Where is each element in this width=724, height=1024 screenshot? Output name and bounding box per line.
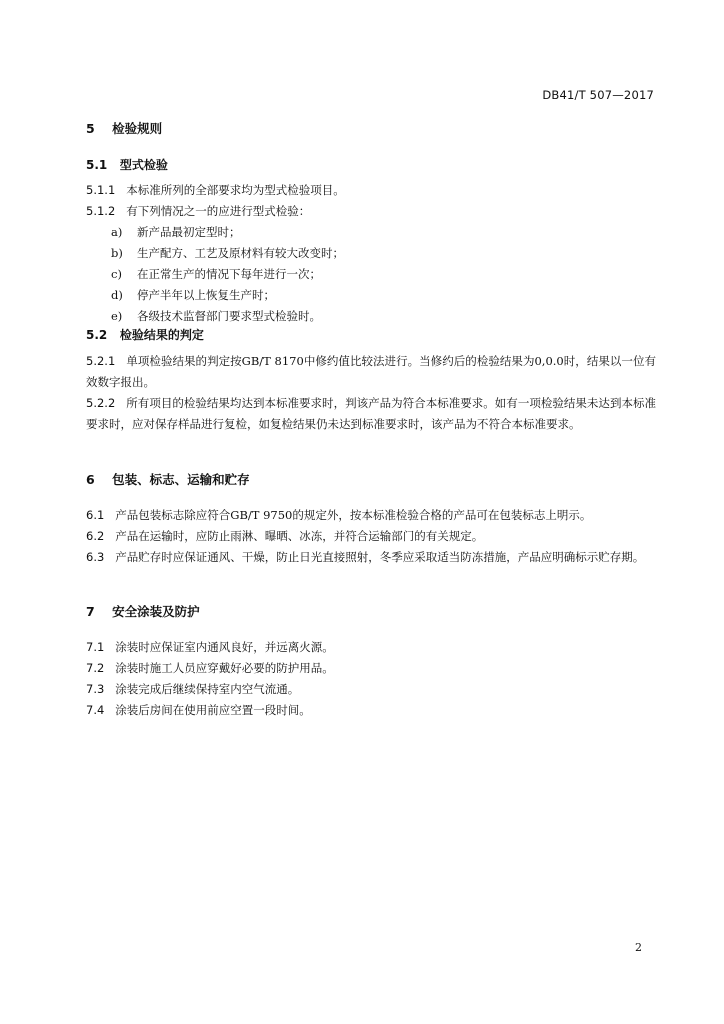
section-title: 检验规则 <box>112 121 163 136</box>
section-number: 5.2 <box>86 328 108 342</box>
list-text: 新产品最初定型时； <box>137 225 241 239</box>
clause-text: 有下列情况之一的应进行型式检验： <box>126 204 311 218</box>
section-5-2-heading <box>86 326 204 343</box>
clause-text: 单项检验结果的判定按GB/T 8170中修约值比较法进行。当修约后的检验结果为0,0.0时，结果以一位有效数字报出。 <box>86 354 656 389</box>
clause-7-4 <box>86 700 656 721</box>
list-item <box>111 224 241 240</box>
section-5-heading <box>86 119 162 137</box>
list-marker: b) <box>111 246 123 260</box>
list-text: 生产配方、工艺及原材料有较大改变时； <box>137 246 344 260</box>
section-number: 5 <box>86 121 95 136</box>
clause-number: 5.1.1 <box>86 183 116 197</box>
clause-number: 5.2.2 <box>86 396 116 410</box>
doc-code-header: DB41/T 507—2017 <box>542 88 654 102</box>
section-number: 7 <box>86 604 95 619</box>
section-title: 安全涂装及防护 <box>112 604 200 619</box>
clause-number: 6.3 <box>86 550 105 564</box>
clause-number: 7.2 <box>86 661 105 675</box>
clause-6-1 <box>86 505 656 526</box>
clause-number: 7.3 <box>86 682 105 696</box>
clause-number: 5.1.2 <box>86 204 116 218</box>
list-item <box>111 245 344 261</box>
list-item <box>111 308 321 324</box>
clause-text: 所有项目的检验结果均达到本标准要求时，判该产品为符合本标准要求。如有一项检验结果未达到本标准要求时，应对保存样品进行复检，如复检结果仍未达到标准要求时，该产品为不符合本标准要求。 <box>86 396 656 431</box>
list-text: 停产半年以上恢复生产时； <box>137 288 275 302</box>
clause-text: 涂装时施工人员应穿戴好必要的防护用品。 <box>115 661 334 675</box>
list-item <box>111 266 321 282</box>
clause-6-2 <box>86 526 656 547</box>
clause-text: 本标准所列的全部要求均为型式检验项目。 <box>126 183 345 197</box>
clause-number: 7.1 <box>86 640 105 654</box>
section-title: 包装、标志、运输和贮存 <box>112 472 250 487</box>
page-number: 2 <box>635 941 642 954</box>
clause-number: 7.4 <box>86 703 105 717</box>
clause-number: 6.1 <box>86 508 105 522</box>
section-title: 检验结果的判定 <box>119 328 204 342</box>
section-7-heading <box>86 602 200 620</box>
clause-5-2-2 <box>86 393 656 435</box>
list-marker: a) <box>111 225 123 239</box>
section-number: 6 <box>86 472 95 487</box>
clause-number: 5.2.1 <box>86 354 116 368</box>
clause-text: 涂装时应保证室内通风良好，并远离火源。 <box>115 640 334 654</box>
section-5-1-heading <box>86 156 168 173</box>
section-6-heading <box>86 470 250 488</box>
clause-7-2 <box>86 658 656 679</box>
clause-text: 涂装后房间在使用前应空置一段时间。 <box>115 703 311 717</box>
clause-text: 产品在运输时，应防止雨淋、曝晒、冰冻，并符合运输部门的有关规定。 <box>115 529 484 543</box>
clause-5-2-1 <box>86 351 656 393</box>
clause-7-1 <box>86 637 656 658</box>
clause-5-1-2 <box>86 201 656 222</box>
list-marker: e) <box>111 309 123 323</box>
clause-number: 6.2 <box>86 529 105 543</box>
clause-text: 涂装完成后继续保持室内空气流通。 <box>115 682 300 696</box>
clause-text: 产品包装标志除应符合GB/T 9750的规定外，按本标准检验合格的产品可在包装标志上明示。 <box>115 508 592 522</box>
list-marker: d) <box>111 288 123 302</box>
section-title: 型式检验 <box>119 158 168 172</box>
clause-6-3 <box>86 547 656 568</box>
section-number: 5.1 <box>86 158 108 172</box>
clause-7-3 <box>86 679 656 700</box>
list-item <box>111 287 275 303</box>
list-text: 各级技术监督部门要求型式检验时。 <box>137 309 321 323</box>
list-marker: c) <box>111 267 122 281</box>
clause-5-1-1 <box>86 180 656 201</box>
list-text: 在正常生产的情况下每年进行一次； <box>137 267 321 281</box>
clause-text: 产品贮存时应保证通风、干燥，防止日光直接照射，冬季应采取适当防冻措施，产品应明确标示贮存期。 <box>115 550 645 564</box>
